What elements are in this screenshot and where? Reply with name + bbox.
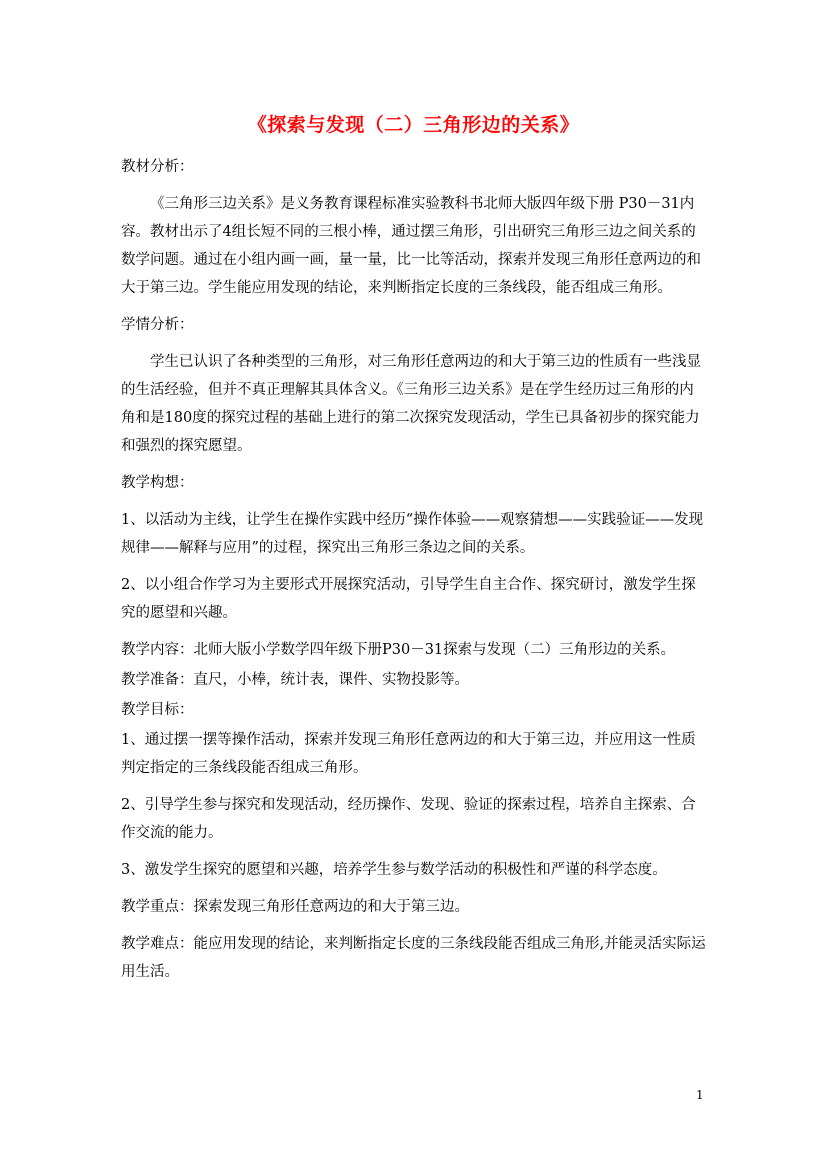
- material-heading: 教材分析：: [121, 159, 194, 175]
- goals-heading: 教学目标：: [121, 702, 194, 718]
- design-item-1: 1、以活动为主线，让学生在操作实践中经历“操作体验——观察猜想——实践验证——发现规律——解释与应用”的过程，探究出三角形三条边之间的关系。: [121, 512, 704, 556]
- document-title: 《探索与发现（二）三角形边的关系》: [247, 114, 580, 136]
- document-body: [121, 153, 706, 986]
- page-number: 1: [696, 1088, 704, 1102]
- design-item-2: 2、以小组合作学习为主要形式开展探究活动，引导学生自主合作、探究研讨，激发学生探究的愿望和兴趣。: [121, 577, 696, 621]
- teaching-preparation: 教学准备：直尺，小棒，统计表，课件、实物投影等。: [121, 672, 469, 688]
- student-paragraph: 学生已认识了各种类型的三角形，对三角形任意两边的和大于第三边的性质有一些浅显的生活经验，但并不真正理解其具体含义。《三角形三边关系》是在学生经历过三角形的内角和是180度的探究过程的基础上进行的第二次探究发现活动，学生已具备初步的探究能力和强烈的探究愿望。: [121, 354, 701, 454]
- difficulty: 教学难点：能应用发现的结论，来判断指定长度的三条线段能否组成三角形,并能灵活实际运用生活。: [121, 936, 706, 980]
- key-point: 教学重点：探索发现三角形任意两边的和大于第三边。: [121, 899, 469, 915]
- goal-item-1: 1、通过摆一摆等操作活动，探索并发现三角形任意两边的和大于第三边，并应用这一性质判定指定的三条线段能否组成三角形。: [121, 732, 696, 776]
- student-heading: 学情分析：: [121, 317, 194, 333]
- goal-item-2: 2、引导学生参与探究和发现活动，经历操作、发现、验证的探索过程，培养自主探索、合作交流的能力。: [121, 797, 696, 841]
- design-heading: 教学构想：: [121, 475, 194, 491]
- goal-item-3: 3、激发学生探究的愿望和兴趣，培养学生参与数学活动的积极性和严谨的科学态度。: [121, 862, 667, 878]
- material-paragraph: 《三角形三边关系》是义务教育课程标准实验教科书北师大版四年级下册 P30－31内容。教材出示了4组长短不同的三根小棒，通过摆三角形，引出研究三角形三边之间关系的数学问题。通过在小组内画一画，量一量，比一比等活动，探索并发现三角形任意两边的和大于第三边。学生能应用发现的结论，来判断指定长度的三条线段，能否组成三角形。: [121, 196, 701, 296]
- teaching-content: 教学内容：北师大版小学数学四年级下册P30－31探索与发现（二）三角形边的关系。: [121, 642, 676, 658]
